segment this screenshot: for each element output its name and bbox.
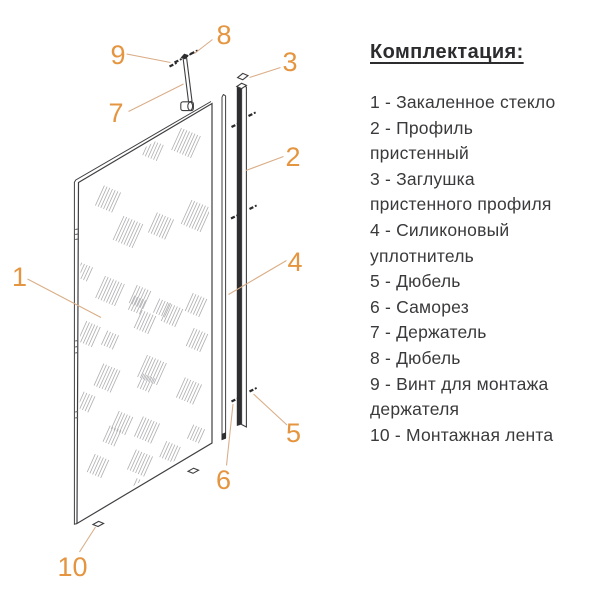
legend-item-line: 8 - Дюбель xyxy=(370,347,461,368)
legend-item xyxy=(370,269,595,295)
legend-item xyxy=(370,320,595,346)
callout-6: 6 xyxy=(215,465,232,495)
legend-item xyxy=(370,90,595,116)
legend-title: Комплектация: xyxy=(370,41,524,63)
callout-10: 10 xyxy=(57,552,88,582)
legend-item xyxy=(370,167,595,218)
legend-item xyxy=(370,218,595,269)
dowel-icon xyxy=(250,388,257,392)
legend-item-line: 5 - Дюбель xyxy=(370,271,461,292)
wall-profile xyxy=(237,83,247,427)
callout-5: 5 xyxy=(285,418,302,448)
legend-item xyxy=(370,116,595,167)
leader-line-5 xyxy=(254,394,288,425)
legend-item xyxy=(370,346,595,372)
legend-item-line: 10 - Монтажная лента xyxy=(370,424,554,445)
screw-icon xyxy=(175,59,182,63)
callout-3: 3 xyxy=(282,47,298,77)
leader-line-7 xyxy=(129,84,184,112)
callout-2: 2 xyxy=(285,142,301,172)
dowel-icon xyxy=(250,205,257,209)
legend-item xyxy=(370,295,595,321)
leader-line-3 xyxy=(250,68,281,78)
leader-line-9 xyxy=(127,54,171,63)
legend-item-line: пристенного профиля xyxy=(370,194,552,215)
leader-line-2 xyxy=(246,157,284,171)
callout-7: 7 xyxy=(108,98,124,128)
legend-item-line: держателя xyxy=(370,399,460,420)
legend-item-line: 9 - Винт для монтажа xyxy=(370,373,549,394)
legend-item xyxy=(370,423,595,449)
legend-item-line: уплотнитель xyxy=(370,245,474,266)
screw-icon xyxy=(170,63,177,67)
silicone-seal xyxy=(222,95,227,441)
callout-4: 4 xyxy=(287,247,303,277)
legend-item-line: 1 - Закаленное стекло xyxy=(370,92,556,112)
legend-item xyxy=(370,372,595,423)
legend-item-line: 3 - Заглушка xyxy=(370,168,475,189)
leader-line-8 xyxy=(195,40,213,54)
parts-legend xyxy=(370,38,595,448)
legend-item-line: пристенный xyxy=(370,143,469,164)
leader-line-10 xyxy=(80,527,96,552)
dowel-icon xyxy=(249,112,256,116)
legend-item-line: 4 - Силиконовый xyxy=(370,219,510,240)
callout-1: 1 xyxy=(11,262,28,292)
legend-list xyxy=(370,90,595,448)
leader-line-6 xyxy=(227,404,234,466)
glass-panel xyxy=(74,102,212,525)
legend-item-line: 6 - Саморез xyxy=(370,296,469,317)
callout-8: 8 xyxy=(216,20,232,50)
callout-9: 9 xyxy=(110,40,126,70)
legend-item-line: 7 - Держатель xyxy=(370,322,487,343)
legend-item-line: 2 - Профиль xyxy=(370,117,474,138)
profile-end-cap xyxy=(238,73,248,79)
glass-holder xyxy=(181,54,194,111)
